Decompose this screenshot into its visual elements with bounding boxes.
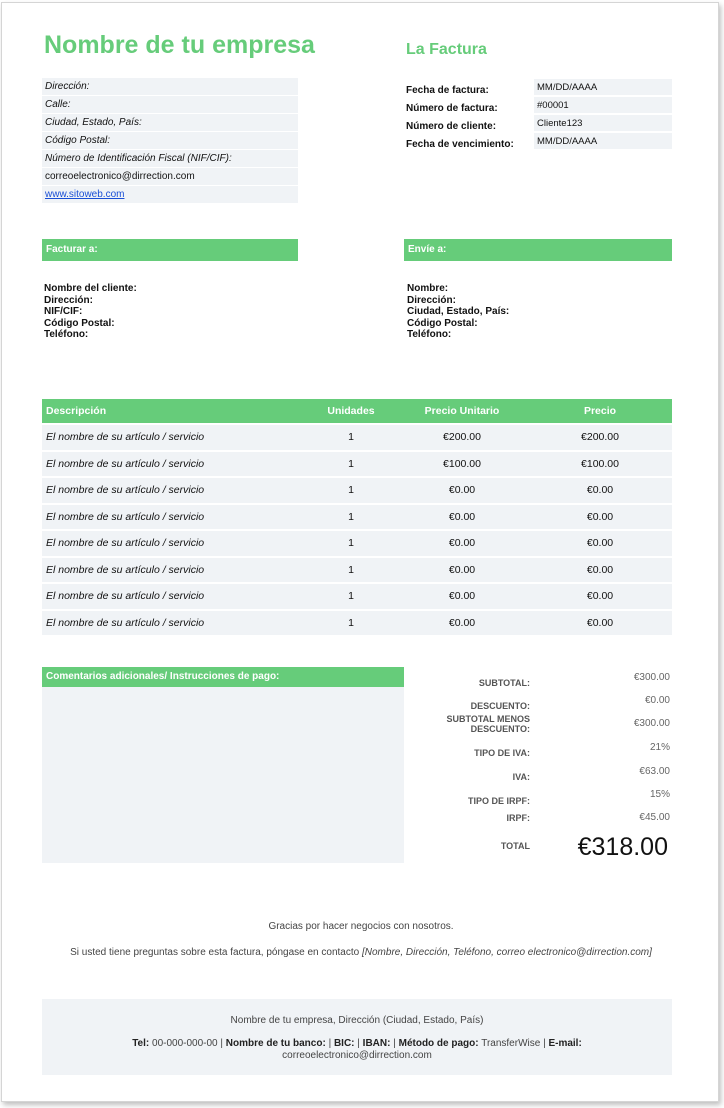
row-price: €0.00: [586, 616, 614, 629]
irpf-rate-label: TIPO DE IRPF:: [467, 796, 530, 806]
table-row: [42, 582, 672, 609]
bill-to-postal: Código Postal:: [44, 317, 115, 329]
row-price: €0.00: [586, 563, 614, 576]
company-city-field[interactable]: Ciudad, Estado, País:: [42, 114, 298, 132]
company-postal-field[interactable]: Código Postal:: [42, 132, 298, 150]
row-price: €0.00: [586, 484, 614, 497]
bill-to-client-name: Nombre del cliente:: [44, 283, 137, 294]
items-table: [42, 399, 672, 635]
company-info-block: [42, 78, 298, 204]
footer-email: correoelectronico@dirrection.com: [282, 1050, 432, 1061]
irpf-rate-value[interactable]: 15%: [649, 789, 670, 800]
footer-bank-label: Nombre de tu banco:: [225, 1038, 326, 1049]
footer-block: [42, 999, 672, 1075]
irpf-label: IRPF:: [506, 813, 530, 823]
col-units: Unidades: [327, 405, 375, 417]
row-unit-price[interactable]: €0.00: [448, 616, 476, 629]
row-unit-price[interactable]: €100.00: [443, 457, 481, 470]
ship-to-postal: Código Postal:: [407, 317, 478, 329]
items-table-header: [42, 399, 672, 423]
row-price: €0.00: [586, 537, 614, 550]
footer-bic-label: BIC:: [333, 1038, 355, 1049]
subtotal-less-discount-label-1: SUBTOTAL MENOS: [446, 714, 530, 724]
total-label: TOTAL: [500, 841, 530, 851]
invoice-meta-block: [406, 78, 672, 150]
table-row: [42, 529, 672, 556]
col-unit-price: Precio Unitario: [424, 405, 500, 417]
ship-to-name: Nombre:: [407, 283, 449, 294]
subtotal-label: SUBTOTAL:: [478, 678, 530, 688]
invoice-date-value[interactable]: MM/DD/AAAA: [534, 79, 672, 96]
invoice-number-label: Número de factura:: [406, 102, 498, 114]
row-price: €0.00: [586, 510, 614, 523]
comments-header: Comentarios adicionales/ Instrucciones de pago:: [42, 667, 404, 687]
ship-to-city: Ciudad, Estado, País:: [407, 306, 510, 317]
row-unit-price[interactable]: €0.00: [448, 590, 476, 603]
row-units[interactable]: 1: [348, 510, 354, 523]
ship-to-fields: [407, 283, 509, 341]
footer-iban-label: IBAN:: [362, 1038, 391, 1049]
row-description[interactable]: El nombre de su artículo / servicio: [46, 510, 205, 523]
company-email-field[interactable]: correoelectronico@dirrection.com: [42, 168, 298, 186]
invoice-date-label: Fecha de factura:: [406, 84, 489, 96]
company-street-field[interactable]: Calle:: [42, 96, 298, 114]
invoice-number-value[interactable]: #00001: [534, 97, 672, 114]
client-number-label: Número de cliente:: [406, 120, 497, 132]
company-website-link[interactable]: www.sitoweb.com: [45, 189, 125, 200]
row-price: €0.00: [586, 590, 614, 603]
row-units[interactable]: 1: [348, 563, 354, 576]
row-price: €200.00: [581, 431, 619, 444]
row-units[interactable]: 1: [348, 431, 354, 444]
row-units[interactable]: 1: [348, 537, 354, 550]
col-description: Descripción: [46, 405, 107, 417]
row-description[interactable]: El nombre de su artículo / servicio: [46, 616, 205, 629]
footer-email-label: E-mail:: [548, 1038, 582, 1049]
footer-company-line: Nombre de tu empresa, Dirección (Ciudad, Estado, País): [230, 1015, 484, 1026]
row-units[interactable]: 1: [348, 616, 354, 629]
irpf-value: €45.00: [639, 812, 670, 823]
totals-block: [406, 671, 672, 871]
client-number-value[interactable]: Cliente123: [534, 115, 672, 132]
bill-to-address: Dirección:: [44, 294, 93, 306]
row-unit-price[interactable]: €0.00: [448, 537, 476, 550]
iva-rate-label: TIPO DE IVA:: [474, 748, 530, 758]
ship-to-address: Dirección:: [407, 294, 456, 306]
table-row: [42, 450, 672, 477]
document-title: La Factura: [406, 41, 487, 58]
row-price: €100.00: [581, 457, 619, 470]
total-value: €318.00: [577, 833, 668, 861]
iva-label: IVA:: [512, 772, 530, 782]
table-row: [42, 609, 672, 636]
thanks-message: Gracias por hacer negocios con nosotros.: [268, 921, 454, 932]
bill-to-fields: [44, 283, 137, 341]
company-address-field[interactable]: Dirección:: [42, 78, 298, 96]
contact-prefix: Si usted tiene preguntas sobre esta factura, póngase en contacto: [70, 947, 362, 958]
invoice-page: [1, 2, 719, 1102]
row-unit-price[interactable]: €0.00: [448, 484, 476, 497]
iva-value: €63.00: [639, 766, 670, 777]
footer-payment: TransferWise |: [478, 1038, 549, 1049]
bill-to-tax-id: NIF/CIF:: [44, 306, 83, 317]
row-units[interactable]: 1: [348, 457, 354, 470]
discount-value[interactable]: €0.00: [644, 695, 670, 706]
bill-to-header: Facturar a:: [42, 239, 298, 261]
subtotal-value: €300.00: [633, 672, 670, 683]
contact-detail: [Nombre, Dirección, Teléfono, correo electronico@dirrection.com]: [361, 947, 652, 958]
table-row: [42, 423, 672, 450]
footer-tel: 00-000-000-00 |: [149, 1038, 226, 1049]
row-unit-price[interactable]: €0.00: [448, 510, 476, 523]
table-row: [42, 503, 672, 530]
footer-payment-label: Método de pago:: [398, 1038, 479, 1049]
bill-to-phone: Teléfono:: [44, 329, 89, 340]
footer-separator: |: [390, 1038, 399, 1049]
table-row: [42, 476, 672, 503]
company-name: Nombre de tu empresa: [44, 31, 315, 59]
due-date-value[interactable]: MM/DD/AAAA: [534, 133, 672, 150]
footer-tel-label: Tel:: [132, 1038, 150, 1049]
footer-separator: |: [325, 1038, 334, 1049]
row-unit-price[interactable]: €0.00: [448, 563, 476, 576]
ship-to-phone: Teléfono:: [407, 329, 452, 340]
row-description[interactable]: El nombre de su artículo / servicio: [46, 431, 205, 444]
subtotal-less-discount-label-2: DESCUENTO:: [470, 724, 530, 734]
row-description[interactable]: El nombre de su artículo / servicio: [46, 484, 205, 497]
row-unit-price[interactable]: €200.00: [443, 431, 481, 444]
subtotal-less-discount-value: €300.00: [633, 718, 670, 729]
due-date-label: Fecha de vencimiento:: [406, 138, 514, 150]
row-units[interactable]: 1: [348, 484, 354, 497]
footer-details: [42, 1038, 672, 1062]
col-price: Precio: [583, 405, 617, 417]
row-description[interactable]: El nombre de su artículo / servicio: [46, 537, 205, 550]
row-units[interactable]: 1: [348, 590, 354, 603]
row-description[interactable]: El nombre de su artículo / servicio: [46, 563, 205, 576]
contact-message: [2, 947, 720, 958]
company-tax-id-field[interactable]: Número de Identificación Fiscal (NIF/CIF):: [42, 150, 298, 168]
discount-label: DESCUENTO:: [470, 701, 530, 711]
row-description[interactable]: El nombre de su artículo / servicio: [46, 457, 205, 470]
table-row: [42, 556, 672, 583]
iva-rate-value[interactable]: 21%: [649, 742, 670, 753]
ship-to-header: Envíe a:: [404, 239, 672, 261]
comments-box[interactable]: [42, 667, 404, 863]
row-description[interactable]: El nombre de su artículo / servicio: [46, 590, 205, 603]
footer-separator: |: [354, 1038, 363, 1049]
